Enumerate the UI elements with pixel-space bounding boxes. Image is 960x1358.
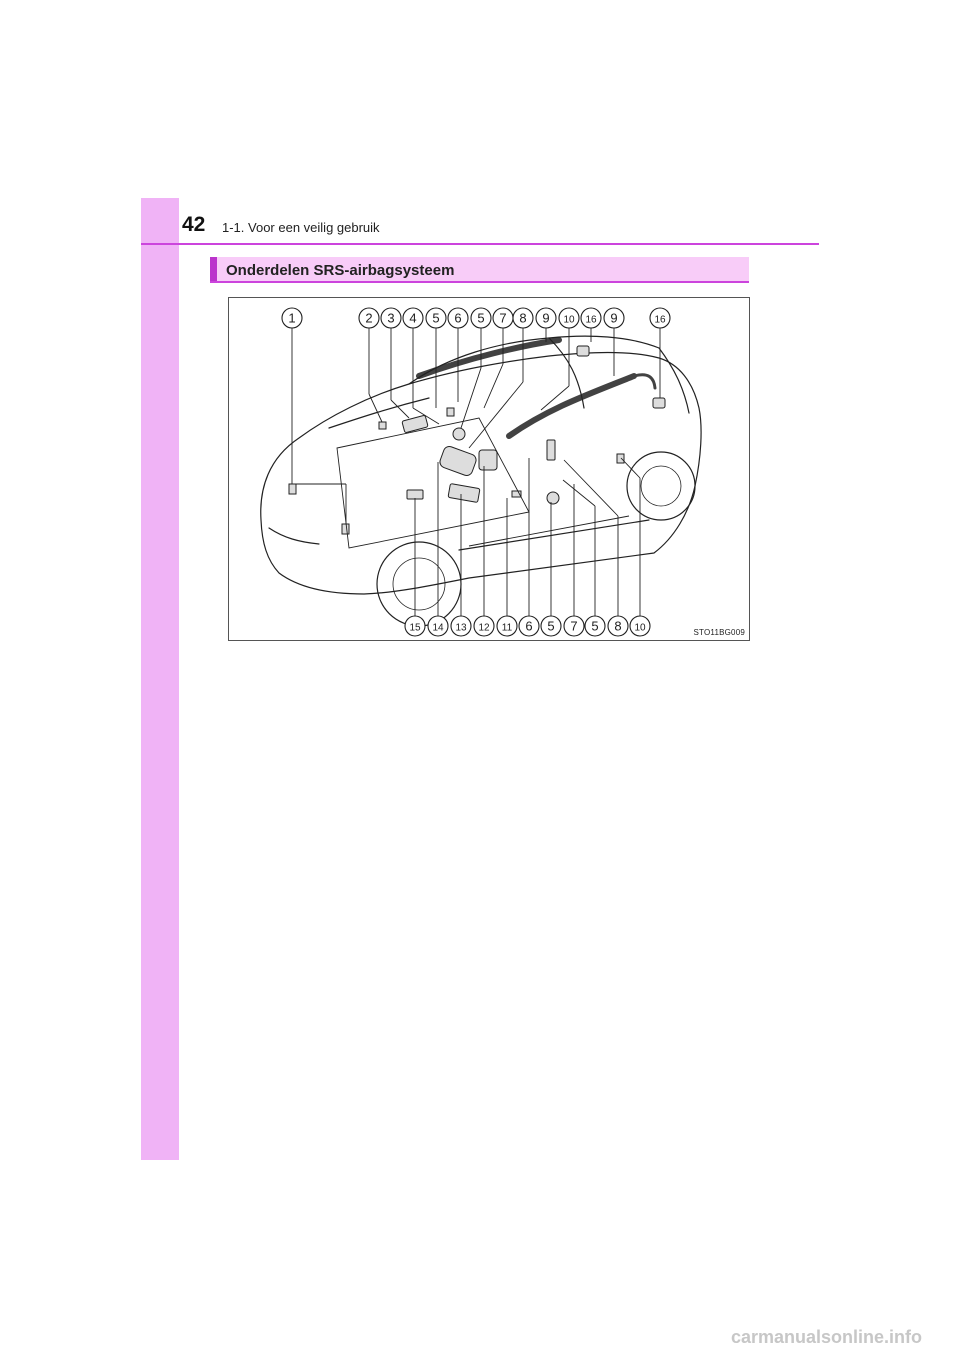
svg-text:8: 8 — [519, 310, 527, 326]
callout-1 — [282, 308, 302, 328]
svg-text:8: 8 — [614, 618, 622, 634]
chapter-title: 1-1. Voor een veilig gebruik — [222, 220, 380, 235]
svg-text:11: 11 — [501, 622, 513, 634]
callout-10 — [559, 308, 579, 328]
svg-text:2: 2 — [365, 310, 373, 326]
callout-7 — [564, 616, 584, 636]
figure-code: STO11BG009 — [693, 628, 745, 637]
callout-6 — [448, 308, 468, 328]
svg-text:5: 5 — [432, 310, 440, 326]
svg-text:9: 9 — [542, 310, 550, 326]
svg-text:5: 5 — [477, 310, 485, 326]
callout-5 — [541, 616, 561, 636]
svg-text:6: 6 — [454, 310, 462, 326]
svg-text:6: 6 — [525, 618, 533, 634]
section-marker — [210, 257, 217, 281]
callout-5 — [471, 308, 491, 328]
section-title: Onderdelen SRS-airbagsysteem — [226, 262, 455, 279]
watermark: carmanualsonline.info — [730, 1327, 922, 1347]
svg-text:10: 10 — [634, 622, 646, 634]
side-tab — [141, 198, 179, 1160]
svg-text:3: 3 — [387, 310, 395, 326]
callout-3 — [381, 308, 401, 328]
svg-text:7: 7 — [499, 310, 507, 326]
svg-text:14: 14 — [432, 622, 444, 634]
svg-text:12: 12 — [478, 622, 490, 634]
callout-16 — [581, 308, 601, 328]
svg-text:7: 7 — [570, 618, 578, 634]
callout-7 — [493, 308, 513, 328]
svg-text:9: 9 — [610, 310, 618, 326]
callout-9 — [604, 308, 624, 328]
callout-8 — [513, 308, 533, 328]
svg-text:5: 5 — [547, 618, 555, 634]
svg-text:10: 10 — [563, 314, 575, 326]
airbag-diagram — [228, 297, 750, 641]
page-number: 42 — [182, 213, 206, 236]
callout-8 — [608, 616, 628, 636]
callout-16 — [650, 308, 670, 328]
callout-12 — [474, 616, 494, 636]
svg-text:5: 5 — [591, 618, 599, 634]
svg-text:15: 15 — [409, 622, 421, 634]
callout-13 — [451, 616, 471, 636]
callout-14 — [428, 616, 448, 636]
callout-6 — [519, 616, 539, 636]
callout-11 — [497, 616, 517, 636]
callout-5 — [585, 616, 605, 636]
callouts-layer — [229, 298, 749, 640]
svg-text:16: 16 — [585, 314, 597, 326]
svg-text:13: 13 — [455, 622, 467, 634]
header-rule — [141, 243, 819, 245]
svg-text:4: 4 — [409, 310, 417, 326]
callout-10 — [630, 616, 650, 636]
section-header — [210, 257, 749, 283]
callout-2 — [359, 308, 379, 328]
callout-9 — [536, 308, 556, 328]
callout-15 — [405, 616, 425, 636]
svg-text:16: 16 — [654, 314, 666, 326]
callout-5 — [426, 308, 446, 328]
svg-text:1: 1 — [288, 310, 296, 326]
callout-4 — [403, 308, 423, 328]
